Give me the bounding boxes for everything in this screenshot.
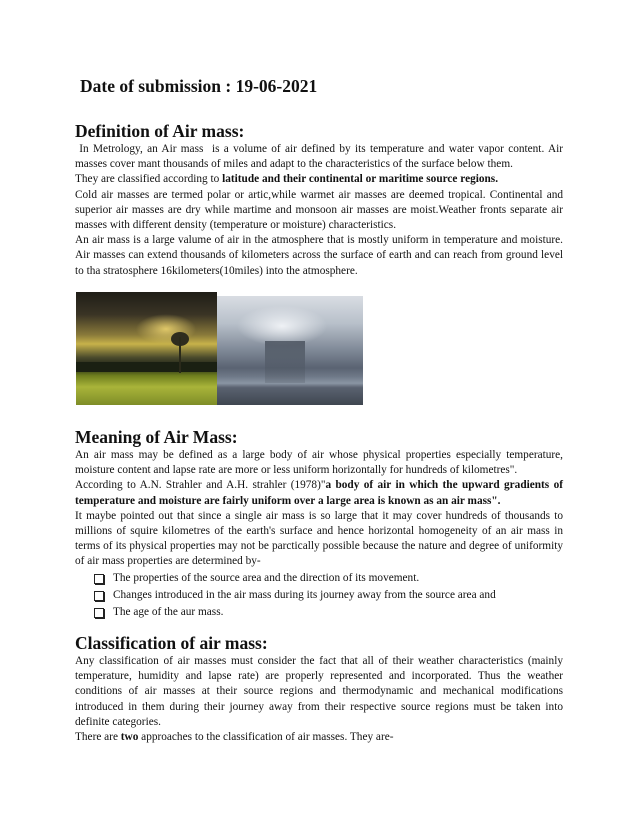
para2-line-2: superior air masses are dry while martime and monsoon air masses are moist.Weather fronts separate air: [75, 203, 563, 216]
strahler-bold-2: temperature and moisture are fairly uniform over a large area is known as an air mass".: [75, 494, 501, 507]
classified-prefix: They are classified according to: [75, 173, 223, 186]
definition-paragraph: [75, 142, 563, 279]
classification-line-2: temperature, humidity and lapse rate) are properly represented and incorporated. Thus the weather: [75, 670, 563, 683]
classification-heading: Classification of air mass:: [75, 633, 268, 653]
classification-line-3: conditions of air masses at their source regions and thermodynamic and mechanical modifications: [75, 685, 563, 698]
definition-line-2: masses cover mant thousands of miles and adapt to the characteristics of the surface below them.: [75, 158, 513, 171]
stormy-field-photo: [76, 292, 217, 405]
checkbox-bullet-icon: [94, 608, 104, 618]
meaning-para2-line-1: It maybe pointed out that since a single air mass is so large that it may cover hundreds of thousands to: [75, 509, 563, 522]
weather-images: [76, 292, 364, 406]
meaning-line-2: moisture content and lapse rate are more or less uniform horizontally for hundreds of kilometres".: [75, 464, 518, 477]
para3-line-1: An air mass is a large valume of air in the atmosphere that is mostly uniform in temperature and moisture.: [75, 234, 563, 247]
strahler-bold-1: a body of air in which the upward gradients of: [325, 479, 563, 492]
determinants-list: [94, 570, 496, 620]
approach-prefix: There are: [75, 731, 121, 744]
checkbox-bullet-icon: [94, 591, 104, 601]
checkbox-bullet-icon: [94, 574, 104, 584]
strahler-line-2: [75, 494, 563, 509]
classification-line-5: definite categories.: [75, 715, 161, 728]
rain-cloud-sea-photo: [217, 296, 363, 405]
strahler-prefix: According to A.N. Strahler and A.H. strahler (1978)": [75, 479, 326, 492]
classification-paragraph: [75, 654, 563, 745]
list-item: [94, 604, 496, 621]
classification-line-1: Any classification of air masses must consider the fact that all of their weather characteristics (mainly: [75, 655, 563, 667]
meaning-para2-line-2: millions of squire kilometres of the earth's surface and hence horizontal homogeneity of an air mass in: [75, 525, 563, 538]
list-item-text: Changes introduced in the air mass during its journey away from the source area and: [113, 588, 496, 601]
meaning-line-1: An air mass may be defined as a large body of air whose physical properties especially temperature,: [75, 449, 563, 461]
approach-suffix: approaches to the classification of air masses. They are-: [138, 731, 394, 744]
definition-heading: Definition of Air mass:: [75, 121, 245, 141]
classified-bold: latitude and their continental or maritime source regions.: [222, 173, 499, 186]
meaning-heading: Meaning of Air Mass:: [75, 427, 238, 447]
list-item: [94, 587, 496, 604]
list-item-text: The properties of the source area and the direction of its movement.: [113, 572, 420, 584]
submission-date: Date of submission : 19-06-2021: [80, 76, 318, 96]
list-item-text: The age of the aur mass.: [113, 605, 224, 618]
classification-line-4: introduced in them during their journey away from their respective source regions must be taken into: [75, 700, 563, 713]
para3-line-2: Air masses can extend thousands of kilometers across the surface of earth and can reach from ground level: [75, 249, 563, 262]
para3-line-3: to tha stratosphere 16kilometers(10miles) into the atmosphere.: [75, 264, 358, 277]
definition-line-1: In Metrology, an Air mass is a volume of air defined by its temperature and water vapor content. Air: [75, 143, 563, 155]
classified-line: [75, 172, 563, 187]
para2-line-1: Cold air masses are termed polar or artic,while warmet air masses are deemed tropical. Continental and: [75, 188, 563, 201]
list-item: [94, 570, 496, 587]
para2-line-3: masses with different density (temperature or moisture) characteristics.: [75, 219, 397, 232]
meaning-para2-line-3: terms of its physical properties may not be parctically possible because the nature and degree of uniformity: [75, 540, 563, 553]
approach-bold: two: [120, 731, 139, 744]
meaning-paragraph: [75, 448, 563, 570]
approach-line: [75, 730, 563, 745]
meaning-para2-line-4: of air mass properties are determined by-: [75, 555, 261, 568]
strahler-line-1: [75, 478, 563, 493]
